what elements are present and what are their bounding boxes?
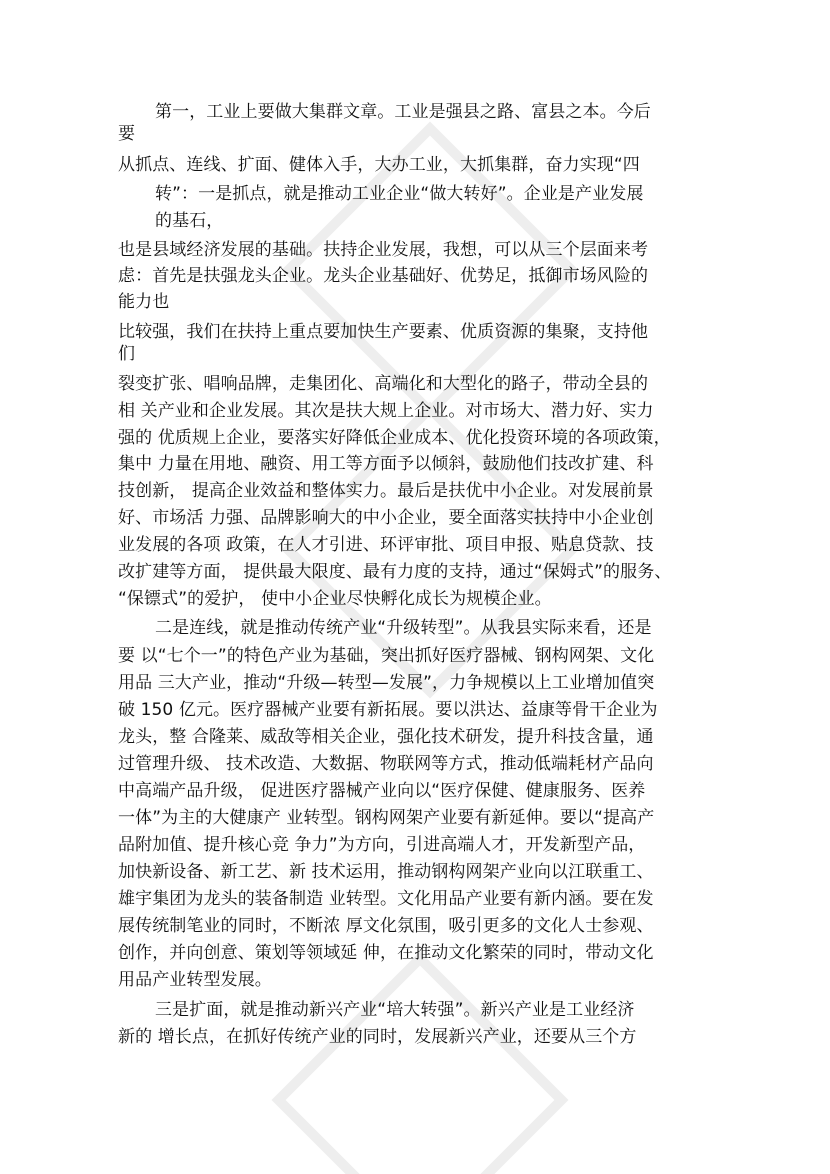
text-line: 三是扩面，就是推动新兴产业“培大转强”。新兴产业是工业经济 [155,1000,635,1020]
text-line: 破 150 亿元。医疗器械产业要有新拓展。要以洪达、益康等骨干企业为 [118,700,658,720]
text-line: 中高端产品升级， 促进医疗器械产业向以“医疗保健、健康服务、医养 [118,781,646,801]
text-line: 展传统制笔业的同时，不断浓 厚文化氛围，吸引更多的文化人士参观、 [118,916,654,936]
text-line: 加快新设备、新工艺、新 技术运用，推动钢构网架产业向以江联重工、 [118,862,654,882]
text-line: 们 [118,344,136,364]
text-line: 业发展的各项 政策，在人才引进、环评审批、项目申报、贴息贷款、技 [118,535,654,555]
text-line: 技创新， 提高企业效益和整体实力。最后是扶优中小企业。对发展前景 [118,481,654,501]
text-line: 比较强，我们在扶持上重点要加快生产要素、优质资源的集聚，支持他 [118,322,649,342]
text-line: 转”：一是抓点，就是推动工业企业“做大转好”。企业是产业发展 [155,184,644,204]
text-line: 的基石， [155,211,224,231]
text-line: 能力也 [118,292,170,312]
text-line: 也是县域经济发展的基础。扶持企业发展，我想，可以从三个层面来考 [118,240,649,260]
text-line: 用品产业转型发展。 [118,970,272,990]
text-line: 要 以“七个一”的特色产业为基础，突出抓好医疗器械、钢构网架、文化 [118,646,655,666]
text-line: 好、市场活 力强、品牌影响大的中小企业，要全面落实扶持中小企业创 [118,508,654,528]
text-line: 从抓点、连线、扩面、健体入手，大办工业，大抓集群，奋力实现“四 [118,155,640,175]
text-line: 要 [118,124,136,144]
text-line: 第一，工业上要做大集群文章。工业是强县之路、富县之本。今后 [155,102,651,122]
text-line: 品附加值、提升核心竞 争力”为方向，引进高端人才，开发新型产品， [118,835,646,855]
text-line: 过管理升级、 技术改造、大数据、物联网等方式，推动低端耗材产品向 [118,754,654,774]
text-line: 集中 力量在用地、融资、用工等方面予以倾斜，鼓励他们技改扩建、科 [118,454,654,474]
text-line: 二是连线，就是推动传统产业“升级转型”。从我县实际来看，还是 [155,618,652,638]
text-line: “保镖式”的爱护， 使中小企业尽快孵化成长为规模企业。 [118,589,552,609]
text-line: 强的 优质规上企业，要落实好降低企业成本、优化投资环境的各项政策， [118,428,671,448]
text-line: 虑：首先是扶强龙头企业。龙头企业基础好、优势足，抵御市场风险的 [118,266,649,286]
text-line: 裂变扩张、唱响品牌，走集团化、高端化和大型化的路子，带动全县的 [118,374,649,394]
text-line: 改扩建等方面， 提供最大限度、最有力度的支持，通过“保姆式”的服务、 [118,562,672,582]
text-line: 雄宇集团为龙头的装备制造 业转型。文化用品产业要有新内涵。要在发 [118,889,654,909]
text-line: 一体”为主的大健康产 业转型。钢构网架产业要有新延伸。要以“提高产 [118,808,655,828]
text-line: 创作，并向创意、策划等领域延 伸，在推动文化繁荣的同时，带动文化 [118,943,654,963]
text-line: 相 关产业和企业发展。其次是扶大规上企业。对市场大、潜力好、实力 [118,401,654,421]
text-line: 新的 增长点，在抓好传统产业的同时，发展新兴产业，还要从三个方 [118,1027,637,1047]
text-line: 用品 三大产业，推动“升级—转型—发展”，力争规模以上工业增加值突 [118,673,655,693]
text-line: 龙头，整 合隆莱、威敌等相关企业，强化技术研发，提升科技含量，通 [118,727,654,747]
